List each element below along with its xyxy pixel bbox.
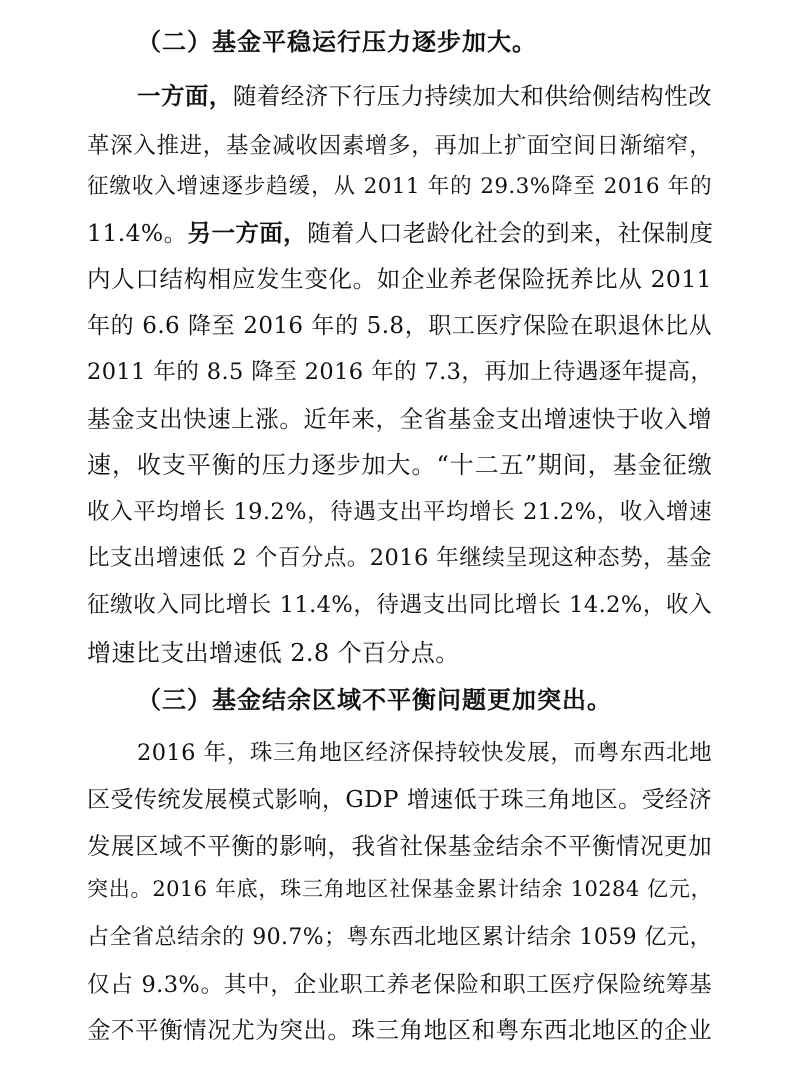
emphasis-on-the-other-hand: 另一方面， [187,219,308,247]
paragraph-1-line-10: 收入平均增长 19.2%，待遇支出平均增长 21.2%，收入增速 [87,499,712,525]
paragraph-1-line-5: 内人口结构相应发生变化。如企业养老保险抚养比从 2011 [87,265,712,293]
paragraph-1-line-7: 2011 年的 8.5 降至 2016 年的 7.3，再加上待遇逐年提高， [87,359,714,385]
paragraph-1-line-13: 增速比支出增速低 2.8 个百分点。 [87,639,460,667]
text-run: 11.4%。 [87,219,188,247]
section-heading-3: （三）基金结余区域不平衡问题更加突出。 [137,686,612,714]
paragraph-1-line-9: 速，收支平衡的压力逐步加大。“十二五”期间，基金征缴 [87,451,712,479]
paragraph-2-line-3: 发展区域不平衡的影响，我省社保基金结余不平衡情况更加 [87,832,712,860]
section-heading-2: （二）基金平稳运行压力逐步加大。 [137,28,537,56]
paragraph-1-line-2: 革深入推进，基金减收因素增多，再加上扩面空间日渐缩窄， [87,133,712,159]
paragraph-2-line-6: 仅占 9.3%。其中，企业职工养老保险和职工医疗保险统筹基 [87,972,712,998]
text-run: 随着人口老龄化社会的到来，社保制度 [307,219,714,247]
paragraph-2-line-1: 2016 年，珠三角地区经济保持较快发展，而粤东西北地 [137,740,712,766]
paragraph-1-line-6: 年的 6.6 降至 2016 年的 5.8，职工医疗保险在职退休比从 [87,313,712,339]
paragraph-2-line-5: 占全省总结余的 90.7%；粤东西北地区累计结余 1059 亿元， [87,925,712,950]
paragraph-1-line-3: 征缴收入增速逐步趋缓，从 2011 年的 29.3%降至 2016 年的 [87,174,712,199]
paragraph-1-line-11: 比支出增速低 2 个百分点。2016 年继续呈现这种态势，基金 [87,545,712,571]
paragraph-1-line-4 [87,211,712,255]
paragraph-2-line-2: 区受传统发展模式影响，GDP 增速低于珠三角地区。受经济 [87,787,712,813]
text-run: 随着经济下行压力持续加大和供给侧结构性改 [232,82,712,110]
paragraph-2-line-4: 突出。2016 年底，珠三角地区社保基金累计结余 10284 亿元， [87,877,712,901]
paragraph-2-line-7: 金不平衡情况尤为突出。珠三角地区和粤东西北地区的企业 [87,1016,712,1044]
paragraph-1-line-1 [137,74,712,118]
emphasis-on-one-hand: 一方面， [137,82,233,110]
paragraph-1-line-8: 基金支出快速上涨。近年来，全省基金支出增速快于收入增 [87,405,712,433]
paragraph-1-line-12: 征缴收入同比增长 11.4%，待遇支出同比增长 14.2%，收入 [87,592,712,618]
